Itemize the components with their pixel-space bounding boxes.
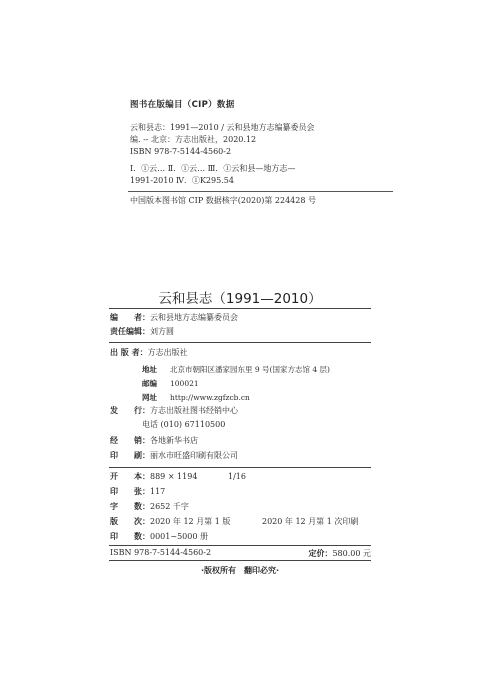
rights-notice: ·版权所有 翻印必究·	[200, 566, 280, 575]
printer-row	[110, 451, 238, 461]
divider	[109, 308, 371, 309]
printer-label: 印 刷：	[110, 451, 150, 460]
postcode-label: 邮编	[142, 379, 157, 388]
printing-value: 2020 年 12 月第 1 次印刷	[262, 517, 359, 526]
seller-row	[110, 436, 198, 446]
responsible-editor-row	[110, 327, 174, 337]
format-fold: 1/16	[228, 472, 246, 481]
cip-divider	[128, 191, 393, 192]
editor-label: 编 者：	[110, 313, 150, 322]
format-row	[110, 472, 197, 482]
format-value: 889 × 1194	[150, 472, 198, 481]
website-label: 网址	[142, 393, 157, 402]
divider	[109, 560, 371, 561]
distributor-phone: 电话 (010) 67110500	[142, 420, 226, 429]
words-row	[110, 502, 189, 512]
publisher-website	[142, 392, 250, 403]
distributor-row	[110, 406, 238, 416]
editor-row	[110, 313, 238, 323]
words-value: 2652 千字	[150, 502, 189, 511]
cip-line-1: 云和县志：1991—2010 / 云和县地方志编纂委员会	[130, 123, 315, 132]
edition-row	[110, 517, 230, 527]
seller-value: 各地新华书店	[150, 436, 198, 445]
isbn: ISBN 978-7-5144-4560-2	[110, 548, 212, 557]
printer-value: 丽水市旺盛印刷有限公司	[150, 451, 238, 460]
editor-value: 云和县地方志编纂委员会	[150, 313, 238, 322]
words-label: 字 数：	[110, 502, 150, 511]
divider	[109, 545, 371, 546]
copies-label: 印 数：	[110, 532, 150, 541]
cip-heading: 图书在版编目（CIP）数据	[130, 100, 235, 110]
divider	[109, 342, 371, 343]
address-label: 地址	[142, 365, 157, 374]
edition-label: 版 次：	[110, 517, 150, 526]
price-row	[308, 548, 371, 559]
copies-value: 0001~5000 册	[150, 532, 208, 541]
seller-label: 经 销：	[110, 436, 150, 445]
book-title: 云和县志（1991—2010）	[158, 291, 322, 307]
cip-line-2: 编. -- 北京：方志出版社，2020.12	[130, 135, 257, 144]
copies-row	[110, 532, 208, 542]
sheets-row	[110, 487, 165, 497]
responsible-editor-value: 刘方圆	[150, 327, 174, 336]
distributor-value: 方志出版社图书经销中心	[150, 406, 238, 415]
postcode-value: 100021	[170, 379, 199, 388]
format-label: 开 本：	[110, 472, 150, 481]
divider	[109, 467, 371, 468]
edition-value: 2020 年 12 月第 1 版	[150, 517, 231, 526]
price-label: 定价：	[308, 549, 333, 558]
cip-line-4: Ⅰ．①云… Ⅱ．①云… Ⅲ．①云和县—地方志—	[130, 164, 296, 173]
website-value[interactable]: http://www.zgfzcb.cn	[170, 393, 250, 402]
cip-line-6: 中国版本图书馆 CIP 数据核字(2020)第 224428 号	[130, 196, 316, 205]
sheets-value: 117	[150, 487, 166, 496]
cip-line-5: 1991-2010 Ⅳ．①K295.54	[130, 176, 234, 185]
publisher-postcode	[142, 378, 199, 389]
sheets-label: 印 张：	[110, 487, 150, 496]
price-value: 580.00 元	[332, 549, 371, 558]
address-value: 北京市朝阳区潘家园东里 9 号(国家方志馆 4 层)	[170, 365, 330, 374]
publisher-address	[142, 364, 330, 375]
cip-line-3: ISBN 978-7-5144-4560-2	[130, 147, 232, 156]
publisher-value: 方志出版社	[147, 348, 188, 357]
distributor-label: 发 行：	[110, 406, 150, 415]
responsible-editor-label: 责任编辑：	[110, 327, 150, 336]
publisher-label: 出 版 者：	[110, 348, 148, 357]
publisher-row	[110, 348, 188, 358]
